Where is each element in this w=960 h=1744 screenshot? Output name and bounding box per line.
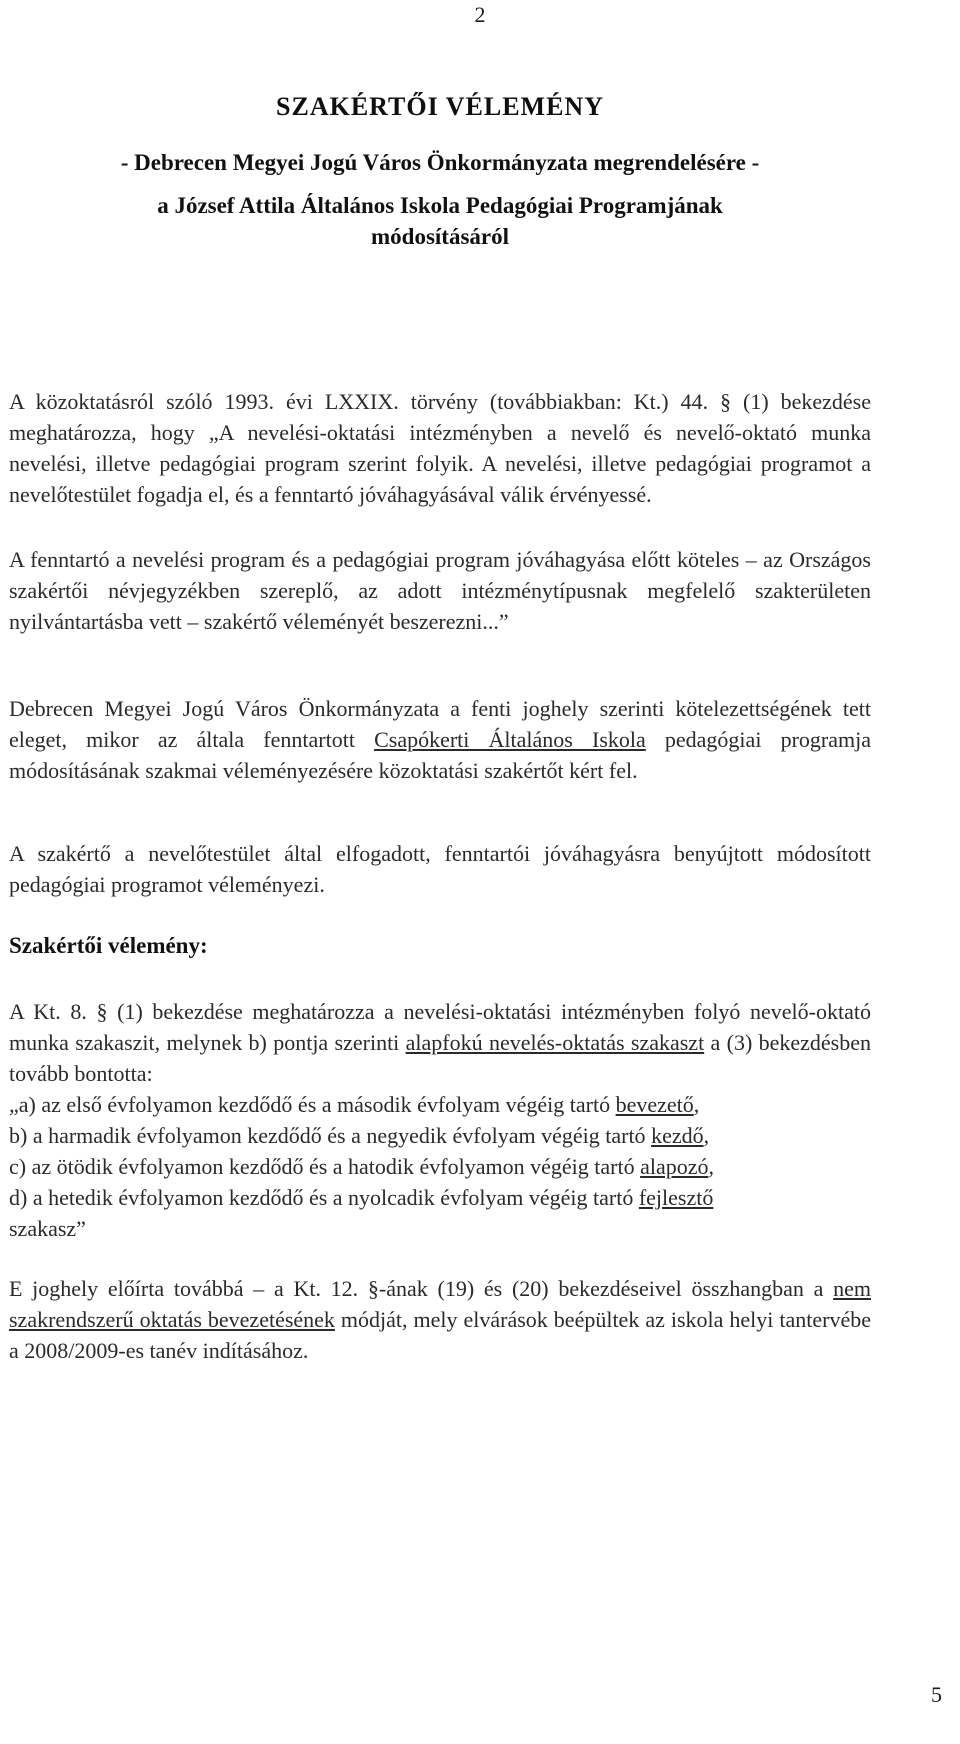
subtitle-line-2: a József Attila Általános Iskola Pedagógiai Programjának bbox=[157, 193, 723, 218]
text-run: A Kt. 8. § (1) bekezdése meghatározza a nevelési-oktatási intézményben folyó nevelő-oktató munka szakaszit, melynek b) pontja szerinti bbox=[9, 999, 871, 1055]
text-run: a (3) bekezdésben tovább bontotta: bbox=[9, 1030, 871, 1086]
paragraph-text bbox=[9, 1273, 871, 1366]
subtitle-line-3: módosításáról bbox=[371, 224, 509, 249]
school-name: Csapókerti Általános Iskola bbox=[374, 727, 646, 752]
text-run: Debrecen Megyei Jogú Város Önkormányzata a fenti joghely szerinti kötelezettségének tett eleget, mikor az általa fenntartott bbox=[9, 696, 871, 752]
paragraph-commission bbox=[9, 693, 871, 786]
text-run: , bbox=[708, 1154, 714, 1179]
text-run: módját, mely elvárások beépültek az iskola helyi tantervébe a 2008/2009-es tanév indításához. bbox=[9, 1307, 871, 1363]
paragraph-final bbox=[9, 1273, 871, 1366]
text-run: , bbox=[693, 1092, 700, 1117]
page-number-bottom: 5 bbox=[931, 1682, 942, 1707]
text-run: c) az ötödik évfolyamon kezdődő és a hatodik évfolyamon végéig tartó bbox=[9, 1154, 641, 1179]
section-heading: Szakértői vélemény: bbox=[9, 933, 208, 958]
subtitle-line-1: - Debrecen Megyei Jogú Város Önkormányzata megrendelésére - bbox=[120, 150, 760, 175]
text-run: d) a hetedik évfolyamon kezdődő és a nyolcadik évfolyam végéig tartó bbox=[9, 1185, 639, 1210]
document-title: SZAKÉRTŐI VÉLEMÉNY bbox=[276, 92, 604, 121]
page-number-top: 2 bbox=[474, 2, 486, 27]
text-run: „a) az első évfolyamon kezdődő és a második évfolyam végéig tartó bbox=[9, 1092, 616, 1117]
paragraph-scope bbox=[9, 838, 871, 900]
paragraph-legal-basis-continued bbox=[9, 544, 871, 637]
paragraph-stages bbox=[9, 996, 871, 1244]
paragraph-text: A közoktatásról szóló 1993. évi LXXIX. törvény (továbbiakban: Kt.) 44. § (1) bekezdése meghatározza, hogy „A nevelési-oktatási intézményben a nevelő és nevelő-oktató munka nevelési, illetve pedagógiai program szerint folyik. A nevelési, illetve pedagógiai programot a nevelőtestület fogadja el, és a fenntartó jóváhagyásával válik érvényessé. bbox=[9, 389, 871, 507]
paragraph-text bbox=[9, 693, 871, 786]
list-item bbox=[9, 1151, 871, 1182]
paragraph-text: A szakértő a nevelőtestület által elfogadott, fenntartói jóváhagyásra benyújtott módosított pedagógiai programot véleményezi. bbox=[9, 841, 871, 897]
list-item bbox=[9, 1120, 871, 1151]
underlined-term: bevezető bbox=[615, 1092, 694, 1117]
paragraph-text bbox=[9, 996, 871, 1089]
text-run: , bbox=[703, 1123, 710, 1148]
paragraph-text: A fenntartó a nevelési program és a pedagógiai program jóváhagyása előtt köteles – az Országos szakértői névjegyzékben szereplő, az adott intézménytípusnak megfelelő szakterületen nyilvántartásba vett – szakértő véleményét beszerezni...” bbox=[9, 547, 871, 634]
underlined-term: kezdő bbox=[651, 1123, 704, 1148]
underlined-term: alapfokú nevelés-oktatás szakaszt bbox=[405, 1030, 705, 1055]
underlined-term: alapozó bbox=[640, 1154, 709, 1179]
text-run: E joghely előírta továbbá – a Kt. 12. §-ának (19) és (20) bekezdéseivel összhangban a bbox=[9, 1276, 834, 1301]
list-closing: szakasz” bbox=[9, 1216, 86, 1241]
text-run: b) a harmadik évfolyamon kezdődő és a negyedik évfolyam végéig tartó bbox=[9, 1123, 652, 1148]
list-item bbox=[9, 1182, 871, 1213]
underlined-term: nem szakrendszerű oktatás bevezetésének bbox=[9, 1276, 871, 1332]
paragraph-legal-basis bbox=[9, 386, 871, 510]
text-run: pedagógiai programja módosításának szakmai véleményezésére közoktatási szakértőt kért fel. bbox=[9, 727, 871, 783]
list-item bbox=[9, 1089, 871, 1120]
underlined-term: fejlesztő bbox=[638, 1185, 714, 1210]
